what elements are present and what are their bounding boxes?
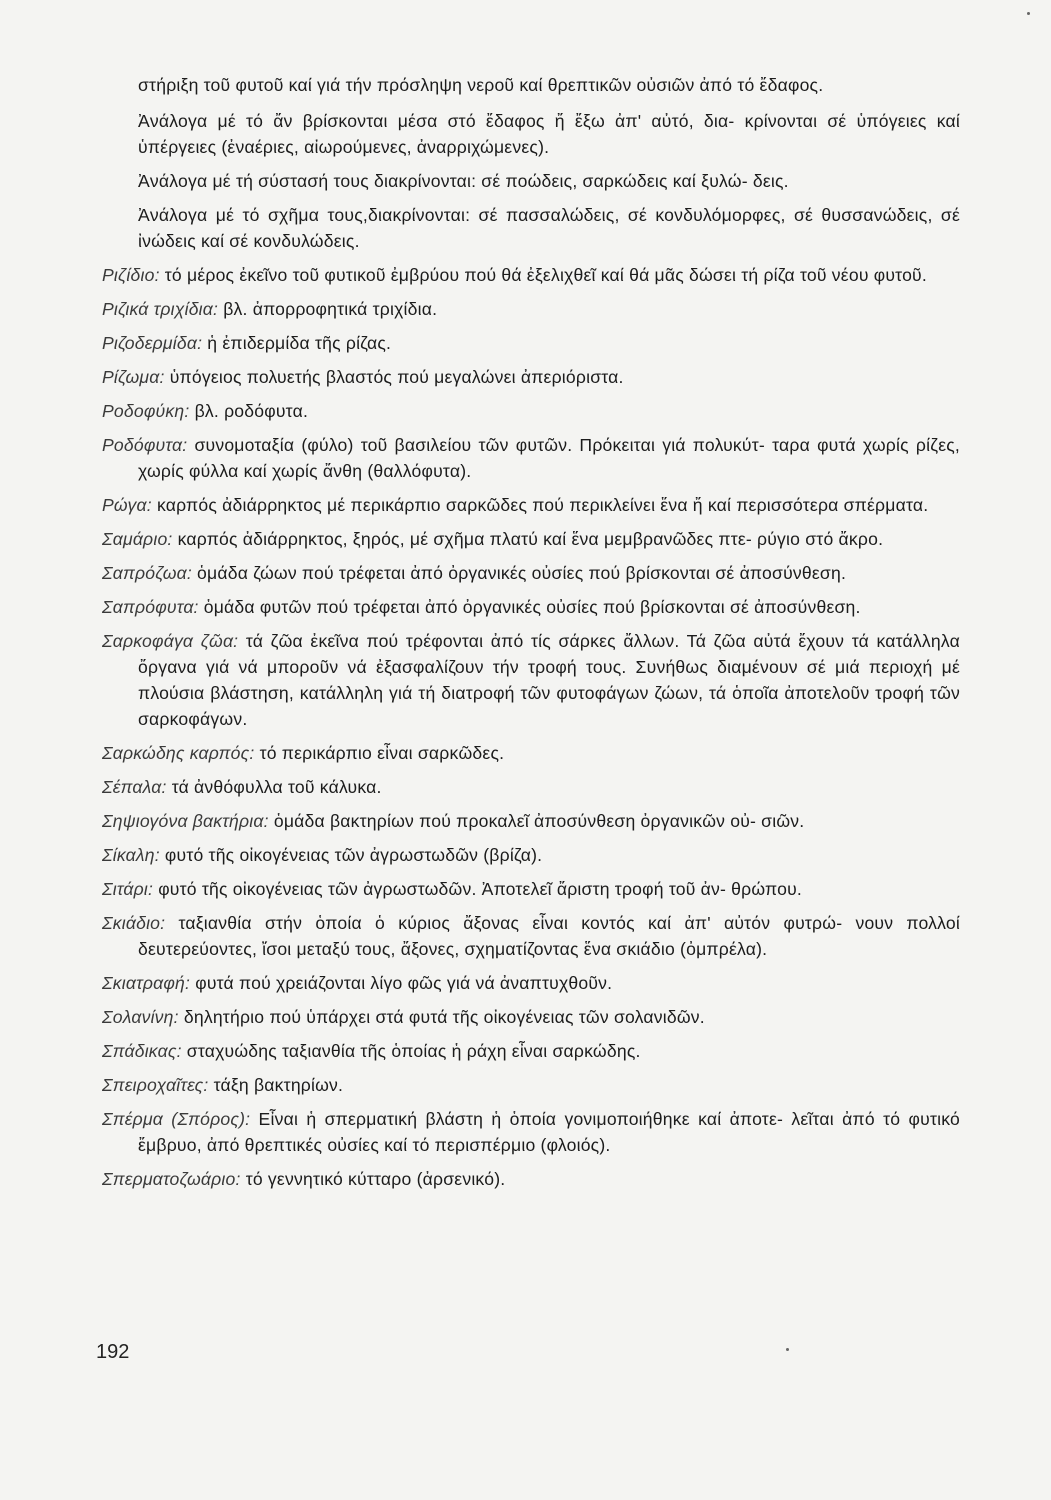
glossary-term: Σέπαλα: [102, 777, 167, 797]
glossary-term: Σιτάρι: [102, 879, 154, 899]
glossary-term: Σαμάριο: [102, 529, 173, 549]
glossary-term: Σηψιογόνα βακτήρια: [102, 811, 269, 831]
glossary-definition: ταξιανθία στήν ὁποία ὁ κύριος ἄξονας εἶναι κοντός καί ἀπ' αὐτόν φυτρώ- νουν πολλοί δευτερεύοντες, ἴσοι μεταξύ τους, ἄξονες, σχηματίζοντας ἕνα σκιάδιο (ὀμπρέλα). [138, 913, 960, 959]
glossary-definition: σταχυώδης ταξιανθία τῆς ὁποίας ἡ ράχη εἶναι σαρκώδης. [186, 1041, 641, 1061]
glossary-entry [102, 842, 960, 868]
intro-paragraph: Ἀνάλογα μέ τή σύστασή τους διακρίνονται: σέ ποώδεις, σαρκώδεις καί ξυλώ- δεις. [138, 171, 789, 191]
glossary-definition: φυτό τῆς οἰκογένειας τῶν ἀγρωστωδῶν (βρίζα). [164, 845, 543, 865]
glossary-term: Σπέρμα (Σπόρος): [102, 1109, 251, 1129]
glossary-term: Ροδοφύκη: [102, 401, 190, 421]
glossary-entry [102, 876, 960, 902]
glossary-definition: ὁμάδα ζώων πού τρέφεται ἀπό ὀργανικές οὐσίες πού βρίσκονται σέ ἀποσύνθεση. [197, 563, 847, 583]
glossary-term: Ροδόφυτα: [102, 435, 188, 455]
glossary-term: Ρίζωμα: [102, 367, 165, 387]
glossary-definition: καρπός ἀδιάρρηκτος, ξηρός, μέ σχῆμα πλατύ καί ἕνα μεμβρανῶδες πτε- ρύγιο στό ἄκρο. [177, 529, 884, 549]
glossary-term: Σίκαλη: [102, 845, 160, 865]
glossary-entry [102, 808, 960, 834]
glossary-term: Σαπρόφυτα: [102, 597, 199, 617]
glossary-term: Σολανίνη: [102, 1007, 179, 1027]
glossary-entry [102, 594, 960, 620]
glossary-entry [102, 1038, 960, 1064]
glossary-term: Σκιάδιο: [102, 913, 166, 933]
glossary-definition: ἡ ἐπιδερμίδα τῆς ρίζας. [207, 333, 392, 353]
glossary-definition: συνομοταξία (φύλο) τοῦ βασιλείου τῶν φυτῶν. Πρόκειται γιά πολυκύτ- ταρα φυτά χωρίς ρίζες, χωρίς φύλλα καί χωρίς ἄνθη (θαλλόφυτα). [138, 435, 961, 481]
glossary-definition: ὁμάδα φυτῶν πού τρέφεται ἀπό ὀργανικές οὐσίες πού βρίσκονται σέ ἀποσύνθεση. [203, 597, 861, 617]
scan-speck [1027, 12, 1030, 15]
glossary-definition: τό περικάρπιο εἶναι σαρκῶδες. [259, 743, 505, 763]
glossary-definition: τάξη βακτηρίων. [213, 1075, 344, 1095]
glossary-term: Σαπρόζωα: [102, 563, 192, 583]
glossary-term: Σπάδικας: [102, 1041, 182, 1061]
glossary-term: Σαρκώδης καρπός: [102, 743, 255, 763]
glossary-entry [102, 774, 960, 800]
glossary-entry [102, 296, 960, 322]
glossary-entry [102, 628, 960, 732]
glossary-entry [102, 560, 960, 586]
glossary-term: Σπειροχαῖτες: [102, 1075, 209, 1095]
glossary-definition: φυτά πού χρειάζονται λίγο φῶς γιά νά ἀναπτυχθοῦν. [195, 973, 613, 993]
glossary-definition: φυτό τῆς οἰκογένειας τῶν ἀγρωστωδῶν. Ἀποτελεῖ ἄριστη τροφή τοῦ ἀν- θρώπου. [158, 879, 802, 899]
glossary-term: Σαρκοφάγα ζῶα: [102, 631, 239, 651]
glossary-term: Ρώγα: [102, 495, 152, 515]
glossary-entry [102, 1106, 960, 1158]
glossary-entry [102, 910, 960, 962]
glossary-entry [102, 492, 960, 518]
glossary-definition: τό μέρος ἐκεῖνο τοῦ φυτικοῦ ἐμβρύου πού θά ἐξελιχθεῖ καί θά μᾶς δώσει τή ρίζα τοῦ νέου φυτοῦ. [164, 265, 927, 285]
glossary-term: Σπερματοζωάριο: [102, 1169, 241, 1189]
glossary-term: Ριζίδιο: [102, 265, 160, 285]
glossary-entry [102, 330, 960, 356]
glossary-entry [102, 1072, 960, 1098]
glossary-definition: ὁμάδα βακτηρίων πού προκαλεῖ ἀποσύνθεση ὀργανικῶν οὐ- σιῶν. [273, 811, 805, 831]
intro-paragraph: Ἀνάλογα μέ τό ἄν βρίσκονται μέσα στό ἔδαφος ἤ ἔξω ἀπ' αὐτό, δια- κρίνονται σέ ὑπόγειες καί ὑπέργειες (ἐναέριες, αἰωρούμενες, ἀναρριχώμενες). [138, 111, 960, 157]
glossary-entry [102, 398, 960, 424]
glossary-definition: τό γεννητικό κύτταρο (ἀρσενικό). [245, 1169, 506, 1189]
glossary-entry [102, 1166, 960, 1192]
scan-speck [786, 1348, 789, 1351]
glossary-text [102, 72, 960, 1200]
intro-paragraph: στήριξη τοῦ φυτοῦ καί γιά τήν πρόσληψη νεροῦ καί θρεπτικῶν οὐσιῶν ἀπό τό ἔδαφος. [138, 75, 824, 95]
glossary-definition: δηλητήριο πού ὑπάρχει στά φυτά τῆς οἰκογένειας τῶν σολανιδῶν. [183, 1007, 705, 1027]
glossary-entry [102, 262, 960, 288]
glossary-term: Ριζοδερμίδα: [102, 333, 203, 353]
glossary-term: Ριζικά τριχίδια: [102, 299, 219, 319]
page-number: 192 [96, 1341, 130, 1363]
glossary-definition: τά ζῶα ἐκεῖνα πού τρέφονται ἀπό τίς σάρκες ἄλλων. Τά ζῶα αὐτά ἔχουν τά κατάλληλα ὄργανα γιά νά μποροῦν νά ἐξασφαλίζουν τήν τροφή τους. Συνήθως διαμένουν σέ μιά περιοχή μέ πλούσια βλάστηση, κατάλληλη γιά τή διατροφή τῶν φυτοφάγων ζώων, τά ὁποῖα ἀποτελοῦν τροφή τῶν σαρκοφάγων. [138, 631, 961, 729]
glossary-definition: καρπός ἀδιάρρηκτος μέ περικάρπιο σαρκῶδες πού περικλείνει ἕνα ἤ καί περισσότερα σπέρματα. [156, 495, 929, 515]
glossary-definition: βλ. ροδόφυτα. [194, 401, 309, 421]
glossary-entry [102, 970, 960, 996]
glossary-definition: βλ. ἀπορροφητικά τριχίδια. [223, 299, 438, 319]
glossary-entry [102, 364, 960, 390]
glossary-entry [102, 432, 960, 484]
glossary-definition: τά ἀνθόφυλλα τοῦ κάλυκα. [171, 777, 382, 797]
glossary-entry [102, 1004, 960, 1030]
glossary-definition: ὑπόγειος πολυετής βλαστός πού μεγαλώνει ἀπεριόριστα. [169, 367, 624, 387]
glossary-definition: Εἶναι ἡ σπερματική βλάστη ἡ ὁποία γονιμοποιήθηκε καί ἀποτε- λεῖται ἀπό τό φυτικό ἔμβρυο, ἀπό θρεπτικές οὐσίες καί τό περισπέρμιο (φλοιός). [138, 1109, 960, 1155]
intro-paragraph: Ἀνάλογα μέ τό σχῆμα τους,διακρίνονται: σέ πασσαλώδεις, σέ κονδυλόμορφες, σέ θυσσανώδεις, σέ ἰνώδεις καί σέ κονδυλώδεις. [138, 205, 960, 251]
glossary-entry [102, 526, 960, 552]
glossary-term: Σκιατραφή: [102, 973, 191, 993]
glossary-entry [102, 740, 960, 766]
